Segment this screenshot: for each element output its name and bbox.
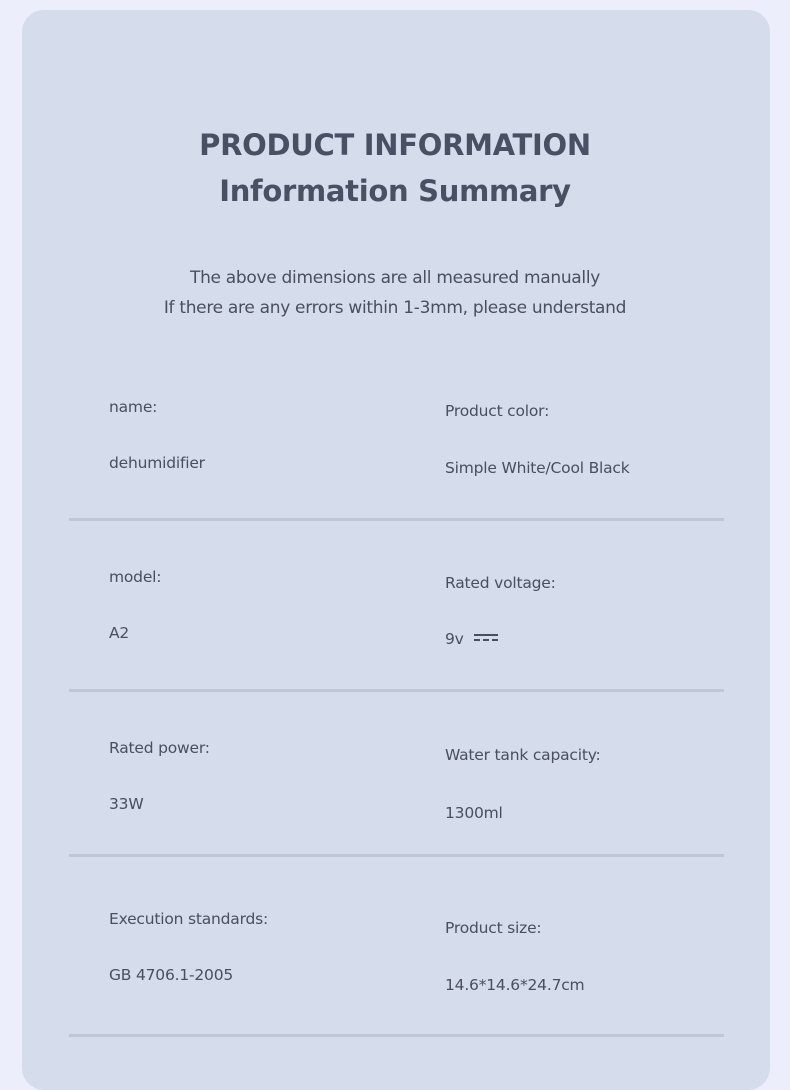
page-subtitle: Information Summary <box>219 174 571 208</box>
spec-value-standard: GB 4706.1-2005 <box>109 966 234 984</box>
row-divider <box>69 689 724 692</box>
info-card <box>22 10 770 1090</box>
tolerance-note: If there are any errors within 1-3mm, please understand <box>163 298 627 318</box>
spec-label-tank: Water tank capacity: <box>445 746 601 764</box>
spec-value-tank: 1300ml <box>445 804 503 822</box>
spec-value-voltage: 9v <box>445 630 464 648</box>
spec-value-model: A2 <box>109 624 130 642</box>
spec-label-voltage: Rated voltage: <box>445 574 556 592</box>
spec-label-power: Rated power: <box>109 739 210 757</box>
spec-label-model: model: <box>109 568 162 586</box>
row-divider <box>69 518 724 521</box>
spec-value-size: 14.6*14.6*24.7cm <box>445 976 585 994</box>
row-divider <box>69 1034 724 1037</box>
row-divider <box>69 854 724 857</box>
spec-value-power: 33W <box>109 795 144 813</box>
spec-label-color: Product color: <box>445 402 550 420</box>
spec-label-name: name: <box>109 398 158 416</box>
dc-current-icon <box>474 634 498 642</box>
measurement-note: The above dimensions are all measured manually <box>189 268 601 288</box>
spec-value-color: Simple White/Cool Black <box>445 459 630 477</box>
spec-value-name: dehumidifier <box>109 454 205 472</box>
spec-value-voltage-wrap <box>445 630 498 648</box>
spec-label-standard: Execution standards: <box>109 910 269 928</box>
spec-label-size: Product size: <box>445 919 542 937</box>
page-title: PRODUCT INFORMATION <box>199 128 591 162</box>
